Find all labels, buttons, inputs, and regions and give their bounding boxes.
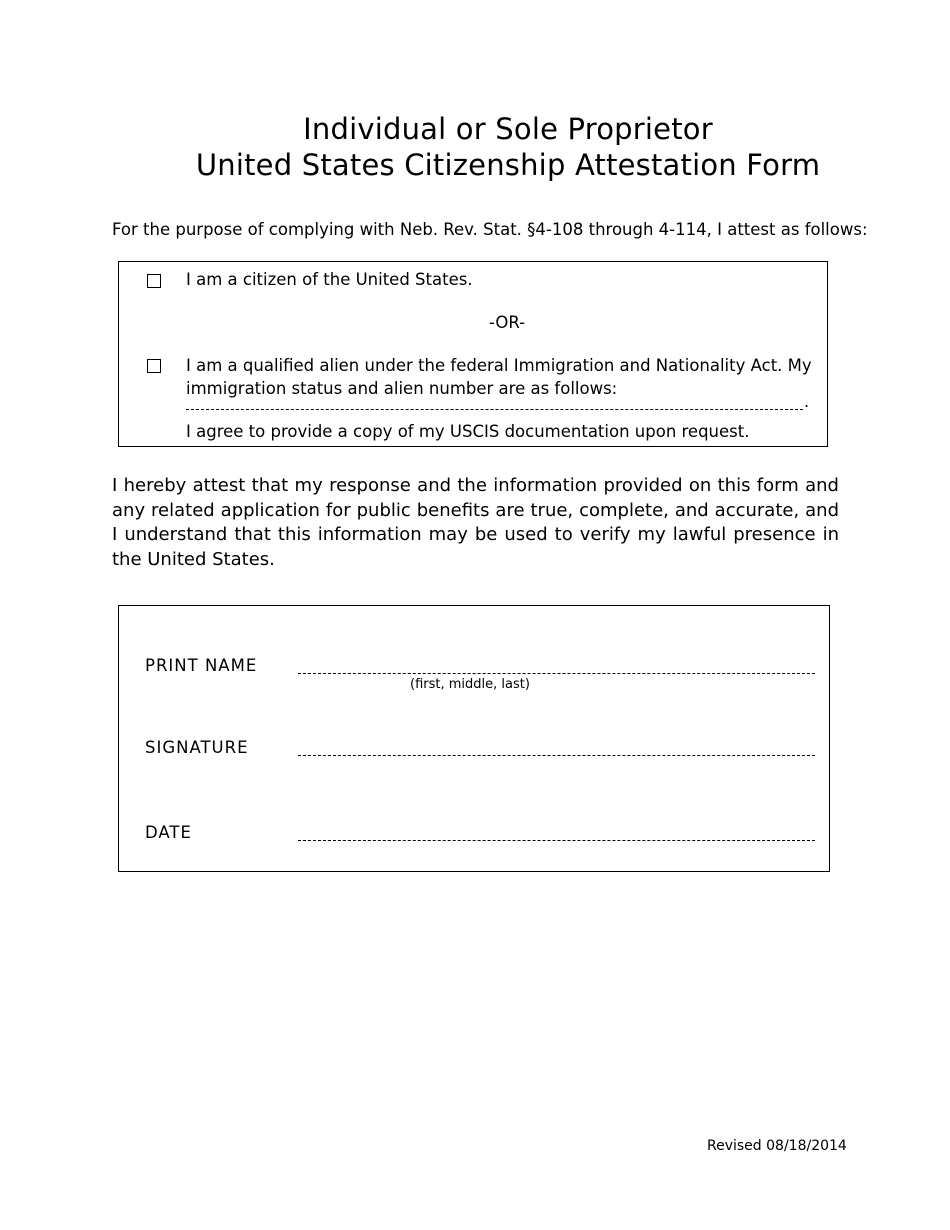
uscis-documentation-agreement: I agree to provide a copy of my USCIS documentation upon request. (186, 422, 750, 441)
qualified-alien-checkbox[interactable] (147, 359, 161, 373)
citizen-option-label: I am a citizen of the United States. (186, 270, 473, 289)
attestation-paragraph: I hereby attest that my response and the information provided on this form and any related application for public benefits are true, complete, and accurate, and I understand that this information may be used to verify my lawful presence in the United States. (112, 475, 839, 571)
qualified-alien-label-line2: immigration status and alien number are as follows: (186, 379, 618, 398)
immigration-status-field[interactable] (186, 409, 803, 410)
date-field[interactable] (298, 840, 815, 841)
revision-date: Revised 08/18/2014 (707, 1138, 847, 1154)
print-name-field[interactable] (298, 673, 815, 674)
signature-label: SIGNATURE (145, 738, 249, 757)
signature-box (118, 605, 830, 872)
citizenship-options-box (118, 261, 828, 447)
form-title-line2: United States Citizenship Attestation Form (195, 148, 821, 182)
print-name-label: PRINT NAME (145, 656, 258, 675)
form-title-line1: Individual or Sole Proprietor (303, 112, 713, 146)
citizen-checkbox[interactable] (147, 274, 161, 288)
or-separator: -OR- (488, 313, 526, 332)
signature-field[interactable] (298, 755, 815, 756)
qualified-alien-label-line1: I am a qualified alien under the federal Immigration and Nationality Act. My (186, 356, 812, 375)
intro-statement: For the purpose of complying with Neb. Rev. Stat. §4-108 through 4-114, I attest as follows: (112, 220, 868, 239)
immigration-status-line-end: . (804, 392, 810, 411)
date-label: DATE (145, 823, 192, 842)
print-name-hint: (first, middle, last) (410, 677, 530, 692)
